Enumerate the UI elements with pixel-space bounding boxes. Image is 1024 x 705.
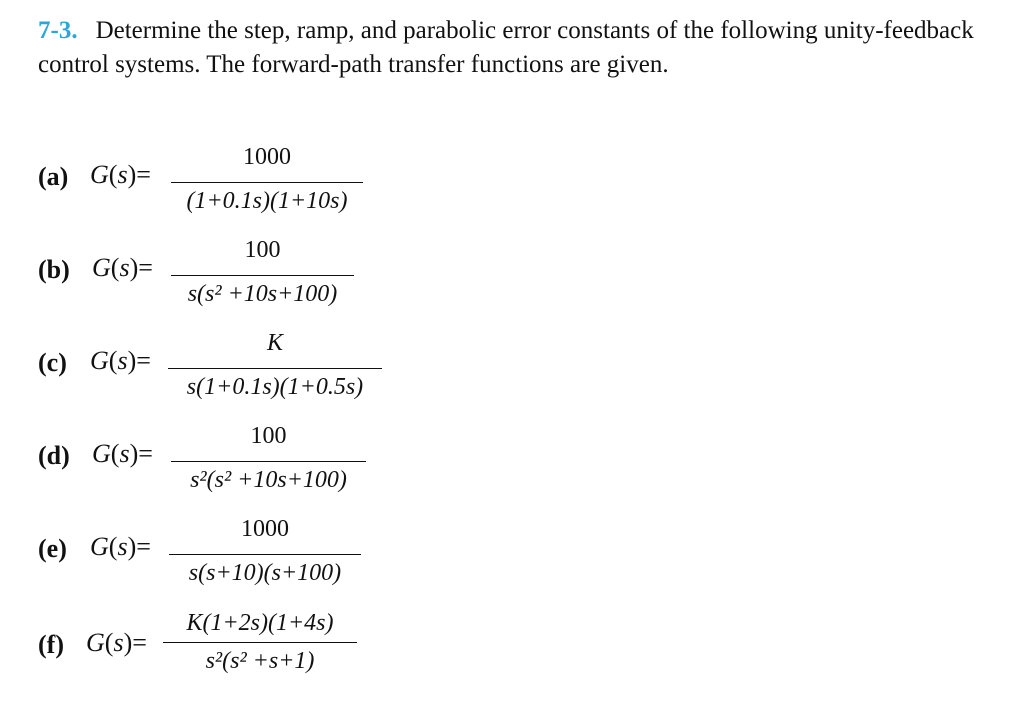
fraction-bar — [171, 461, 366, 462]
numerator: K — [266, 330, 283, 356]
numerator: 1000 — [243, 144, 291, 170]
problem-statement — [38, 14, 998, 82]
numerator: 1000 — [241, 516, 289, 542]
equation-f — [38, 608, 378, 688]
equation-b — [38, 235, 368, 315]
transfer-function-lhs: G(s)= — [86, 628, 147, 657]
item-label: (d) — [38, 441, 70, 470]
fraction-bar — [171, 275, 354, 276]
denominator: s(1+0.1s)(1+0.5s) — [186, 374, 364, 400]
fraction-bar — [168, 368, 382, 369]
item-label: (e) — [38, 534, 67, 563]
problem-text: Determine the step, ramp, and parabolic error constants of the following unity-feedback control systems. The forward-path transfer functions are given. — [38, 17, 974, 78]
numerator: 100 — [250, 423, 287, 449]
transfer-function-lhs: G(s)= — [90, 532, 151, 561]
fraction-bar — [171, 182, 363, 183]
transfer-function-lhs: G(s)= — [92, 439, 153, 468]
transfer-function-lhs: G(s)= — [90, 346, 151, 375]
denominator: s²(s² +10s+100) — [190, 467, 347, 493]
item-label: (c) — [38, 348, 67, 377]
transfer-function-lhs: G(s)= — [90, 160, 151, 189]
transfer-function-lhs: G(s)= — [92, 253, 153, 282]
denominator: (1+0.1s)(1+10s) — [186, 188, 348, 214]
equation-d — [38, 421, 378, 501]
item-label: (f) — [38, 630, 64, 659]
item-label: (a) — [38, 162, 69, 191]
numerator: K(1+2s)(1+4s) — [186, 610, 334, 636]
numerator: 100 — [244, 237, 281, 263]
denominator: s(s² +10s+100) — [187, 281, 338, 307]
fraction-bar — [163, 642, 357, 643]
item-label: (b) — [38, 255, 70, 284]
equation-c — [38, 328, 388, 408]
denominator: s(s+10)(s+100) — [188, 560, 342, 586]
denominator: s²(s² +s+1) — [205, 648, 315, 674]
problem-number: 7-3. — [38, 17, 78, 44]
equation-a — [38, 142, 378, 222]
equation-e — [38, 514, 378, 594]
fraction-bar — [169, 554, 361, 555]
